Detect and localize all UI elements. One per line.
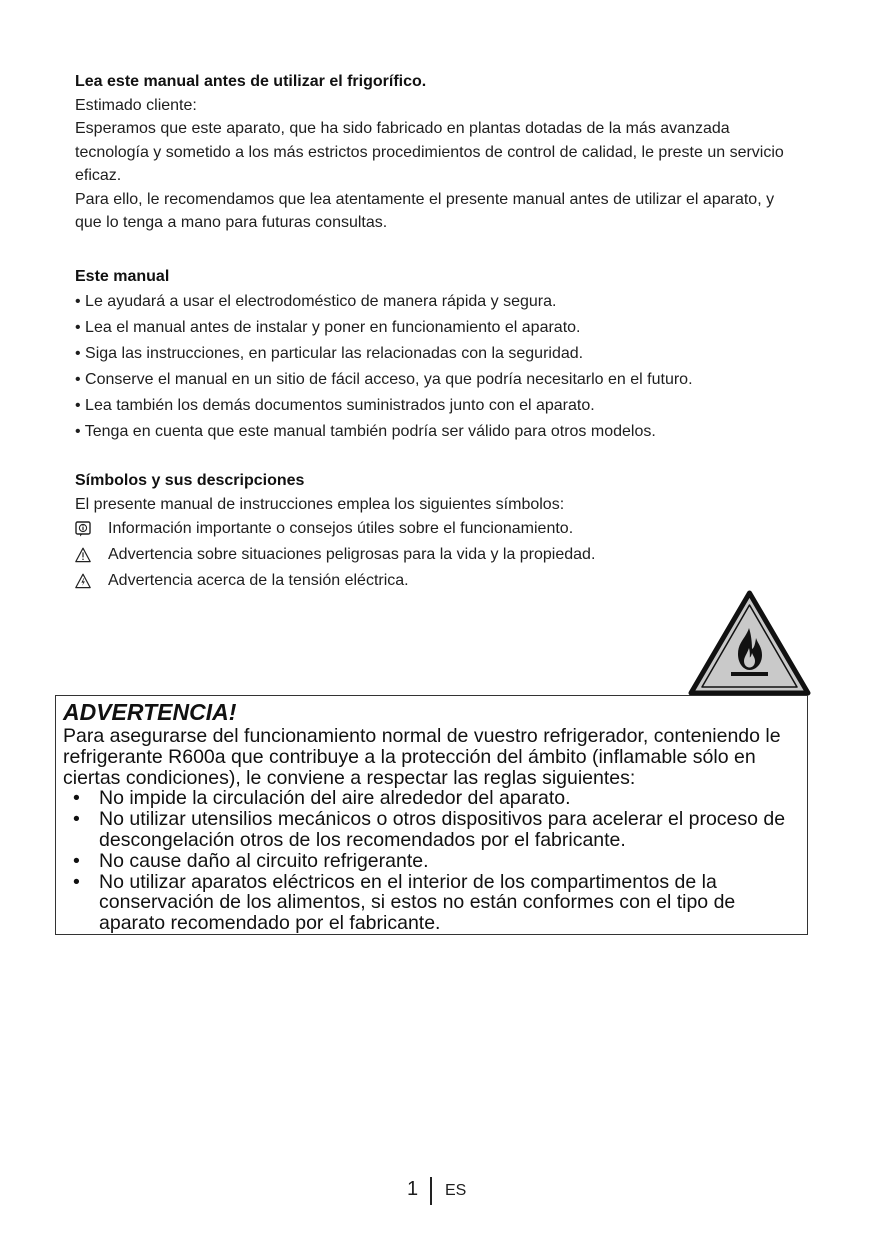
- list-item: • No cause daño al circuito refrigerante.: [63, 851, 800, 872]
- manual-heading: Este manual: [75, 268, 170, 285]
- symbol-info-text: Información importante o consejos útiles sobre el funcionamiento.: [108, 520, 574, 537]
- symbol-electric-text: Advertencia acerca de la tensión eléctrica.: [108, 572, 409, 589]
- symbol-row-info: [75, 516, 795, 542]
- flammable-warning-sign-icon: [688, 590, 811, 697]
- symbol-warning-text: Advertencia sobre situaciones peligrosas para la vida y la propiedad.: [108, 546, 596, 563]
- symbols-section: [75, 469, 795, 594]
- symbols-heading: Símbolos y sus descripciones: [75, 472, 305, 489]
- symbol-row-electric: [75, 568, 795, 594]
- list-item: • Conserve el manual en un sitio de fácil acceso, ya que podría necesitarlo en el futuro.: [75, 370, 693, 388]
- symbol-row-warning: [75, 542, 795, 568]
- intro-paragraph-1: Esperamos que este aparato, que ha sido fabricado en plantas dotadas de la más avanzada tecnología y sometido a los más estrictos procedimientos de control de calidad, le preste un servicio eficaz.: [75, 120, 784, 184]
- warning-box: [55, 695, 808, 935]
- info-icon: [75, 521, 91, 537]
- list-item: • Lea el manual antes de instalar y poner en funcionamiento el aparato.: [75, 318, 581, 336]
- warning-text: Para asegurarse del funcionamiento normal de vuestro refrigerador, conteniendo le refrigerante R600a que contribuye a la protección del ámbito (inflamable sólo en ciertas condiciones), le conviene a respectar las reglas siguientes:: [63, 725, 781, 789]
- language-code: ES: [445, 1182, 467, 1199]
- intro-heading: Lea este manual antes de utilizar el frigorífico.: [75, 73, 427, 90]
- list-item: • Le ayudará a usar el electrodoméstico de manera rápida y segura.: [75, 292, 557, 310]
- warning-title: ADVERTENCIA!: [63, 699, 237, 725]
- footer-divider: [430, 1177, 432, 1205]
- intro-section: [75, 70, 795, 235]
- list-item: • Lea también los demás documentos suministrados junto con el aparato.: [75, 396, 595, 414]
- list-item: • No utilizar aparatos eléctricos en el interior de los compartimentos de la conservación de los alimentos, si estos no están conformes con el tipo de aparato recomendado por el fabricante.: [63, 872, 800, 934]
- intro-greeting: Estimado cliente:: [75, 96, 197, 114]
- list-item: • Tenga en cuenta que este manual también podría ser válido para otros modelos.: [75, 422, 656, 440]
- warning-list: [63, 788, 800, 934]
- list-item: • Siga las instrucciones, en particular las relacionadas con la seguridad.: [75, 344, 584, 362]
- manual-list: [75, 289, 795, 445]
- list-item: • No impide la circulación del aire alrededor del aparato.: [63, 788, 800, 809]
- warning-triangle-icon: [75, 547, 91, 563]
- symbols-intro: El presente manual de instrucciones emplea los siguientes símbolos:: [75, 495, 565, 513]
- page-footer: [0, 1177, 875, 1205]
- page-number: 1: [407, 1178, 419, 1200]
- manual-section: [75, 265, 795, 445]
- electric-hazard-icon: [75, 573, 91, 589]
- intro-paragraph-2: Para ello, le recomendamos que lea atentamente el presente manual antes de utilizar el aparato, y que lo tenga a mano para futuras consultas.: [75, 190, 775, 231]
- list-item: • No utilizar utensilios mecánicos o otros dispositivos para acelerar el proceso de descongelación otros de los recomendados por el fabricante.: [63, 809, 800, 851]
